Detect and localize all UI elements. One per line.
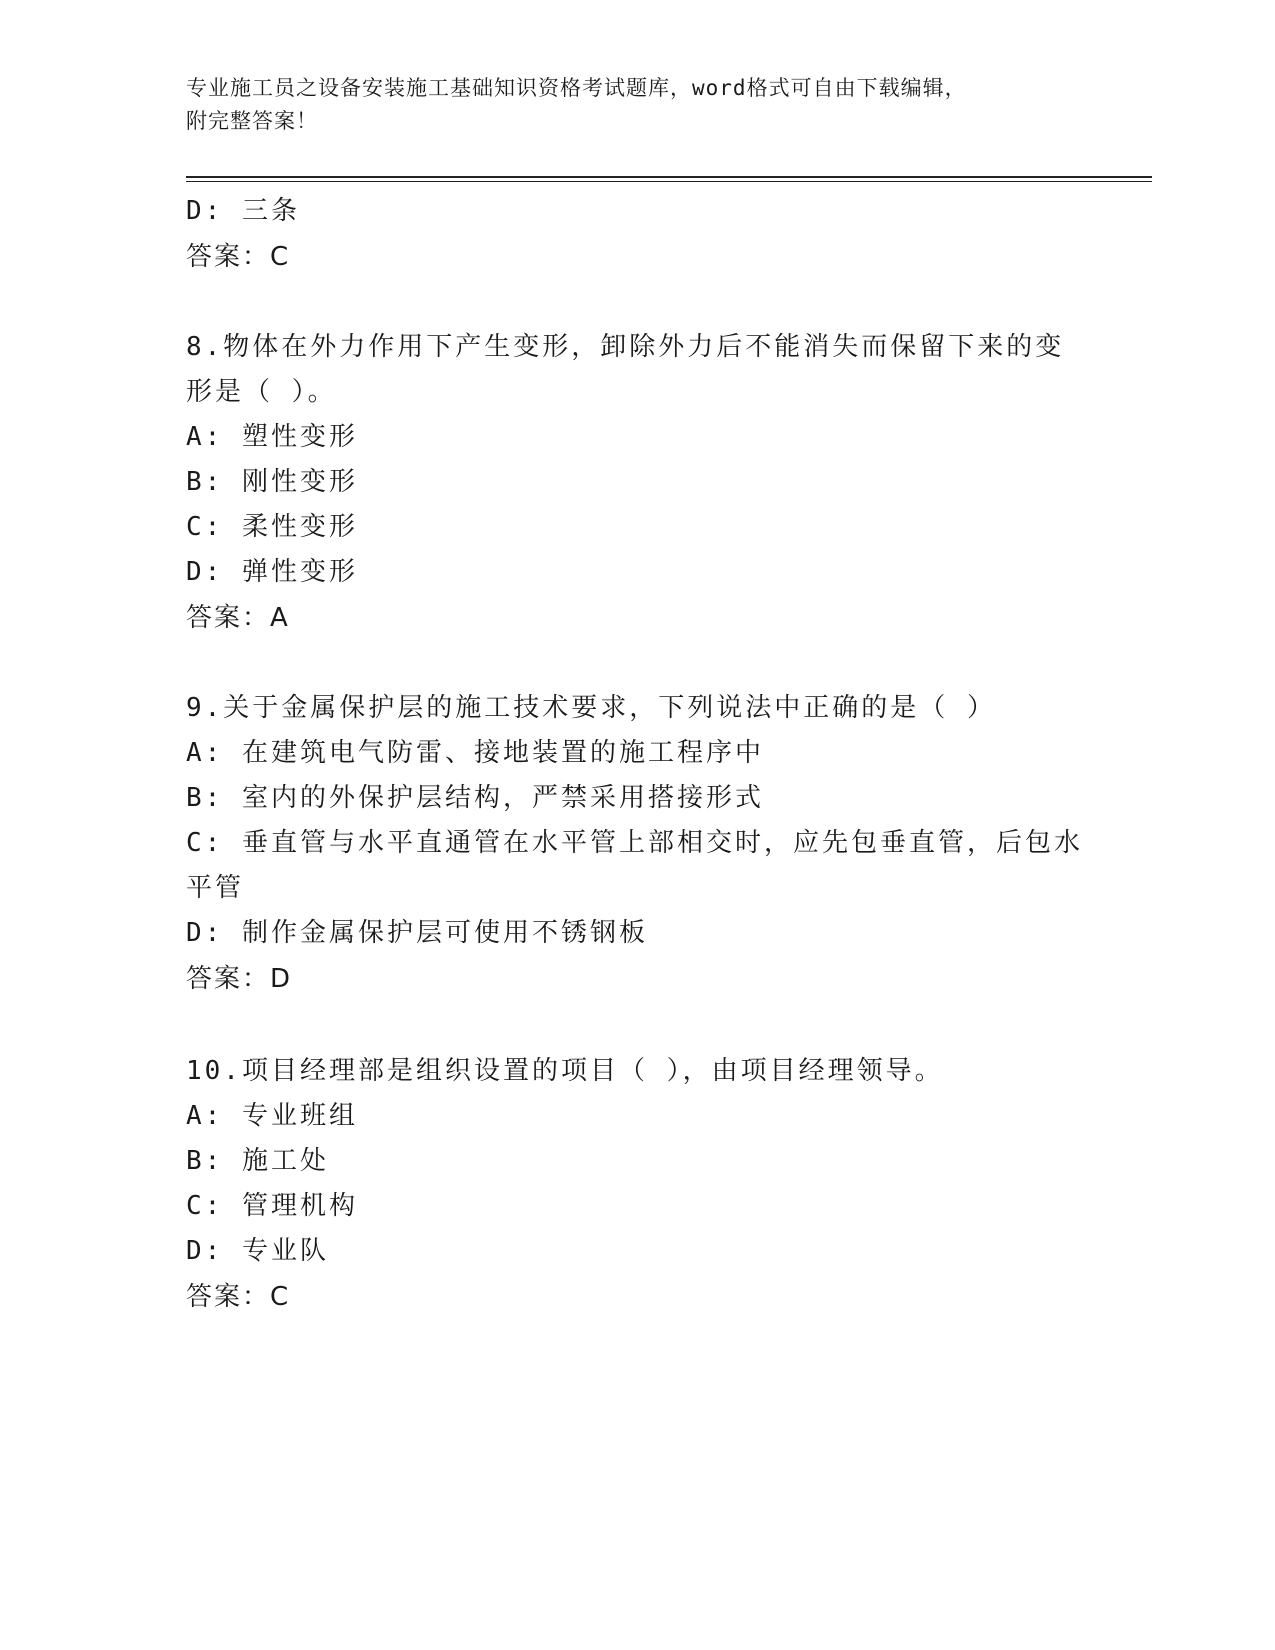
question-stem: 10.项目经理部是组织设置的项目（ ），由项目经理领导。 <box>186 1056 944 1086</box>
option-c-continued: 平管 <box>186 873 245 903</box>
option-c: C: 管理机构 <box>186 1191 358 1221</box>
question-9 <box>186 686 1086 1003</box>
question-spacer <box>186 642 1086 686</box>
option-b: B: 施工处 <box>186 1146 329 1176</box>
option-c: C: 柔性变形 <box>186 512 358 542</box>
option-b: B: 室内的外保护层结构，严禁采用搭接形式 <box>186 783 764 813</box>
question-stem-continued: 形是（ ）。 <box>186 377 337 407</box>
question-10 <box>186 1049 1086 1321</box>
answer-line: 答案：C <box>186 242 291 272</box>
answer-line: 答案：C <box>186 1282 291 1312</box>
previous-question-fragment <box>186 189 1086 281</box>
option-c: C: 垂直管与水平直通管在水平管上部相交时，应先包垂直管，后包水 <box>186 828 1083 858</box>
question-spacer <box>186 281 1086 325</box>
option-d: D: 三条 <box>186 196 300 226</box>
header-line-1: 专业施工员之设备安装施工基础知识资格考试题库，word格式可自由下载编辑， <box>186 76 967 100</box>
question-list <box>186 189 1086 1321</box>
option-a: A: 塑性变形 <box>186 422 358 452</box>
option-b: B: 刚性变形 <box>186 467 358 497</box>
question-stem: 9.关于金属保护层的施工技术要求，下列说法中正确的是（ ） <box>186 693 996 723</box>
document-header <box>186 72 1086 138</box>
header-line-2: 附完整答案！ <box>186 109 318 133</box>
header-divider-thin <box>186 181 1152 182</box>
question-spacer <box>186 1003 1086 1049</box>
answer-line: 答案：A <box>186 603 290 633</box>
option-d: D: 专业队 <box>186 1236 329 1266</box>
question-stem: 8.物体在外力作用下产生变形，卸除外力后不能消失而保留下来的变 <box>186 332 1065 362</box>
header-divider-thick <box>186 176 1152 178</box>
option-d: D: 弹性变形 <box>186 557 358 587</box>
option-a: A: 在建筑电气防雷、接地装置的施工程序中 <box>186 738 764 768</box>
option-a: A: 专业班组 <box>186 1101 358 1131</box>
question-8 <box>186 325 1086 642</box>
answer-line: 答案：D <box>186 964 293 994</box>
option-d: D: 制作金属保护层可使用不锈钢板 <box>186 918 648 948</box>
